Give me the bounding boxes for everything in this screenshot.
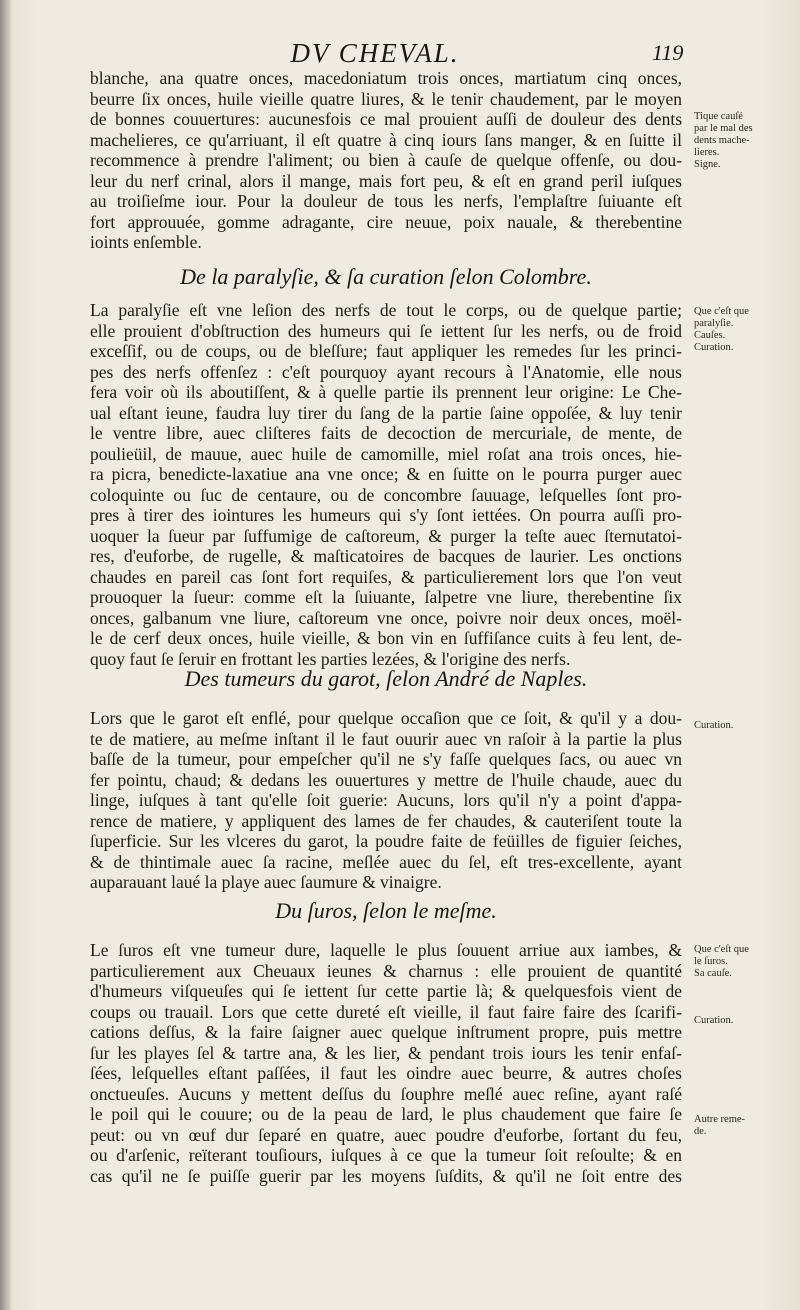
- text-line: au troiſieſme iour. Pour la douleur de tous les nerfs, l'emplaſtre ſuiuante eſt: [90, 191, 682, 211]
- text-line: & de thintimale auec ſa racine, meſlée auec du ſel, eſt tres-excellente, ayant: [90, 851, 682, 872]
- text-line: quoy faut ſe ſeruir en frottant les parties lezées, & l'origine des nerfs.: [90, 648, 571, 669]
- text-line: linge, iuſques à tant qu'elle ſoit guerie: Aucuns, lors qu'il n'y a point d'appa-: [90, 790, 682, 810]
- text-line: d'humeurs viſqueuſes qui ſe iettent ſur cette partie là; & quelquesfois vient de: [90, 981, 682, 1001]
- text-line: baſſe de la tumeur, pour empeſcher qu'il ne s'y faſſe quelques ſacs, ou auec vn: [90, 749, 682, 769]
- text-line: res, d'euforbe, de rugelle, & maſticatoires de bacques de laurier. Les onctions: [90, 546, 682, 566]
- text-line: le de cerf deux onces, huile vieille, & bon vin en ſuffiſance cuits à feu lent, de-: [90, 628, 682, 648]
- margin-note: Que c'eſt que paralyſie. Cauſes. Curation.: [694, 306, 749, 353]
- text-line: uoquer la ſueur par ſuffumige de caſtoreum, & purger la teſte auec ſternutatoi-: [90, 525, 682, 546]
- margin-note: Que c'eſt que le ſuros. Sa cauſe.: [694, 944, 749, 979]
- text-line: particulierement aux Cheuaux ieunes & charnus : elle prouient de quantité: [90, 960, 682, 981]
- text-line: coloquinte ou ſuc de centaure, ou de concombre ſauuage, leſquelles ſont pro-: [90, 484, 682, 505]
- text-line: te de matiere, au meſme inſtant il le faut ouurir auec vn raſoir à la partie la plus: [90, 728, 682, 749]
- page-gutter-shadow: [0, 0, 12, 1310]
- section-garot-body: [90, 708, 682, 893]
- text-line: ſuperficie. Sur les vlceres du garot, la poudre faite de feüilles de figuier ſeiches,: [90, 831, 682, 851]
- margin-note: Tique cauſé par le mal des dents mache- lieres. Signe.: [694, 111, 753, 170]
- margin-note: Curation.: [694, 1015, 734, 1026]
- text-line: recommence à prendre l'aliment; ou bien à cauſe de quelque offenſe, ou dou-: [90, 150, 682, 170]
- text-line: La paralyſie eſt vne leſion des nerfs de tout le corps, ou de quelque partie;: [90, 300, 682, 320]
- text-line: fer pointu, chaud; & dedans les ouuertures y mettre de l'huile chaude, auec du: [90, 769, 682, 790]
- text-line: rence de matiere, y appliquent des lames de fer chaudes, & cauteriſent toute la: [90, 810, 682, 831]
- text-line: le poil qui le couure; ou de la peau de lard, le plus chaudement que faire ſe: [90, 1104, 682, 1124]
- text-line: ou d'arſenic, reïterant touſiours, iuſques à ce que la tumeur ſoit reſoulte; & en: [90, 1145, 682, 1165]
- text-line: pouliеüil, de mauue, auec huile de camomille, miel roſat ana trois onces, hie-: [90, 443, 682, 464]
- text-line: prouoquer la ſueur: comme eſt la ſuiuante, ſalpetre vne liure, therebentine ſix: [90, 587, 682, 607]
- text-line: pres à tirer des iointures les humeurs qui s'y ſont iettées. On pourra auſſi pro-: [90, 505, 682, 525]
- text-line: onces, galbanum vne liure, caſtoreum vne once, poivre noir deux onces, moël-: [90, 607, 682, 628]
- text-line: peut: ou vn œuf dur ſeparé en quatre, auec poudre d'euforbe, ſortant du feu,: [90, 1124, 682, 1145]
- text-line: ioints enſemble.: [90, 232, 202, 252]
- text-line: cas qu'il ne ſe puiſſe guerir par les moyens ſuſdits, & qu'il ne ſoit entre des: [90, 1165, 682, 1186]
- running-head: DV CHEVAL.: [290, 38, 460, 68]
- text-line: onctueuſes. Aucuns y mettent deſſus du ſouphre meſlé auec reſine, ayant raſé: [90, 1083, 682, 1104]
- text-line: ual eſtant ieune, faudra luy tirer du ſang de la partie ſaine oppoſée, & luy tenir: [90, 402, 682, 423]
- margin-note: Curation.: [694, 720, 734, 731]
- text-line: machelieres, ce qu'arriuant, il eſt quatre à cinq iours ſans manger, & en ſuitte il: [90, 129, 682, 150]
- page-number: 119: [652, 40, 684, 65]
- text-line: chaudes en pareil cas ſont fort requiſes, & particulierement lors que l'on veut: [90, 566, 682, 587]
- margin-note: Autre reme- de.: [694, 1114, 746, 1137]
- section-heading-garot: Des tumeurs du garot, ſelon André de Naples.: [184, 666, 588, 691]
- text-line: beurre ſix onces, huile vieille quatre liures, & le tenir chaudement, par le moyen: [90, 88, 682, 109]
- text-line: leur du nerf crinal, alors il mange, mais fort peu, & eſt en grand peril iuſques: [90, 170, 682, 191]
- section-heading-paralysie: De la paralyſie, & ſa curation ſelon Colombre.: [180, 264, 592, 289]
- text-line: pes des nerfs offenſez : c'eſt pourquoy ayant recours à l'Anatomie, elle nous: [90, 361, 682, 382]
- section-heading-suros: Du ſuros, ſelon le meſme.: [275, 898, 497, 923]
- text-line: Le ſuros eſt vne tumeur dure, laquelle le plus ſouuent arriue aux iambes, &: [90, 940, 682, 960]
- text-line: Lors que le garot eſt enflé, pour quelque occaſion que ce ſoit, & qu'il y a dou-: [90, 708, 682, 728]
- section-paralysie-body: [90, 300, 682, 669]
- text-line: ra picra, benedicte-laxatiue ana vne once; & en ſuitte on le pourra purger auec: [90, 464, 682, 484]
- text-line: exceſſif, ou de coups, ou de bleſſure; faut appliquer les remedes ſur les princi-: [90, 341, 682, 361]
- text-line: le ventre libre, auec cliſteres faits de decoction de mercuriale, de mente, de: [90, 423, 682, 443]
- text-line: auparauant laué la playe auec ſaumure & vinaigre.: [90, 872, 442, 892]
- text-line: ſées, leſquelles eſtant paſſées, il faut les oindre auec beurre, & autres choſes: [90, 1063, 682, 1083]
- section-suros-body: [90, 940, 682, 1186]
- top-paragraph: [90, 68, 682, 253]
- text-line: coups ou trauail. Lors que cette dureté eſt vieille, il faut faire faire des ſcarifi-: [90, 1001, 682, 1022]
- text-line: de bonnes couuertures: aucunesfois ce mal prouient auſſi de douleur des dents: [90, 109, 682, 129]
- text-line: fera voir où ils aboutiſſent, & à quelle partie ils prennent leur origine: Le Che-: [90, 382, 682, 402]
- text-line: blanche, ana quatre onces, macedoniatum trois onces, martiatum cinq onces,: [90, 68, 682, 88]
- text-line: fort approuuée, gomme adragante, cire neuue, poix nauale, & therebentine: [90, 211, 682, 232]
- text-line: cations deſſus, & la faire ſaigner auec quelque inſtrument propre, puis mettre: [90, 1022, 682, 1042]
- text-line: ſur les playes ſel & tartre ana, & les lier, & pendant trois iours les tenir enfaſ-: [90, 1042, 682, 1063]
- text-line: elle prouient d'obſtruction des humeurs qui ſe iettent ſur les nerfs, ou de froid: [90, 320, 682, 341]
